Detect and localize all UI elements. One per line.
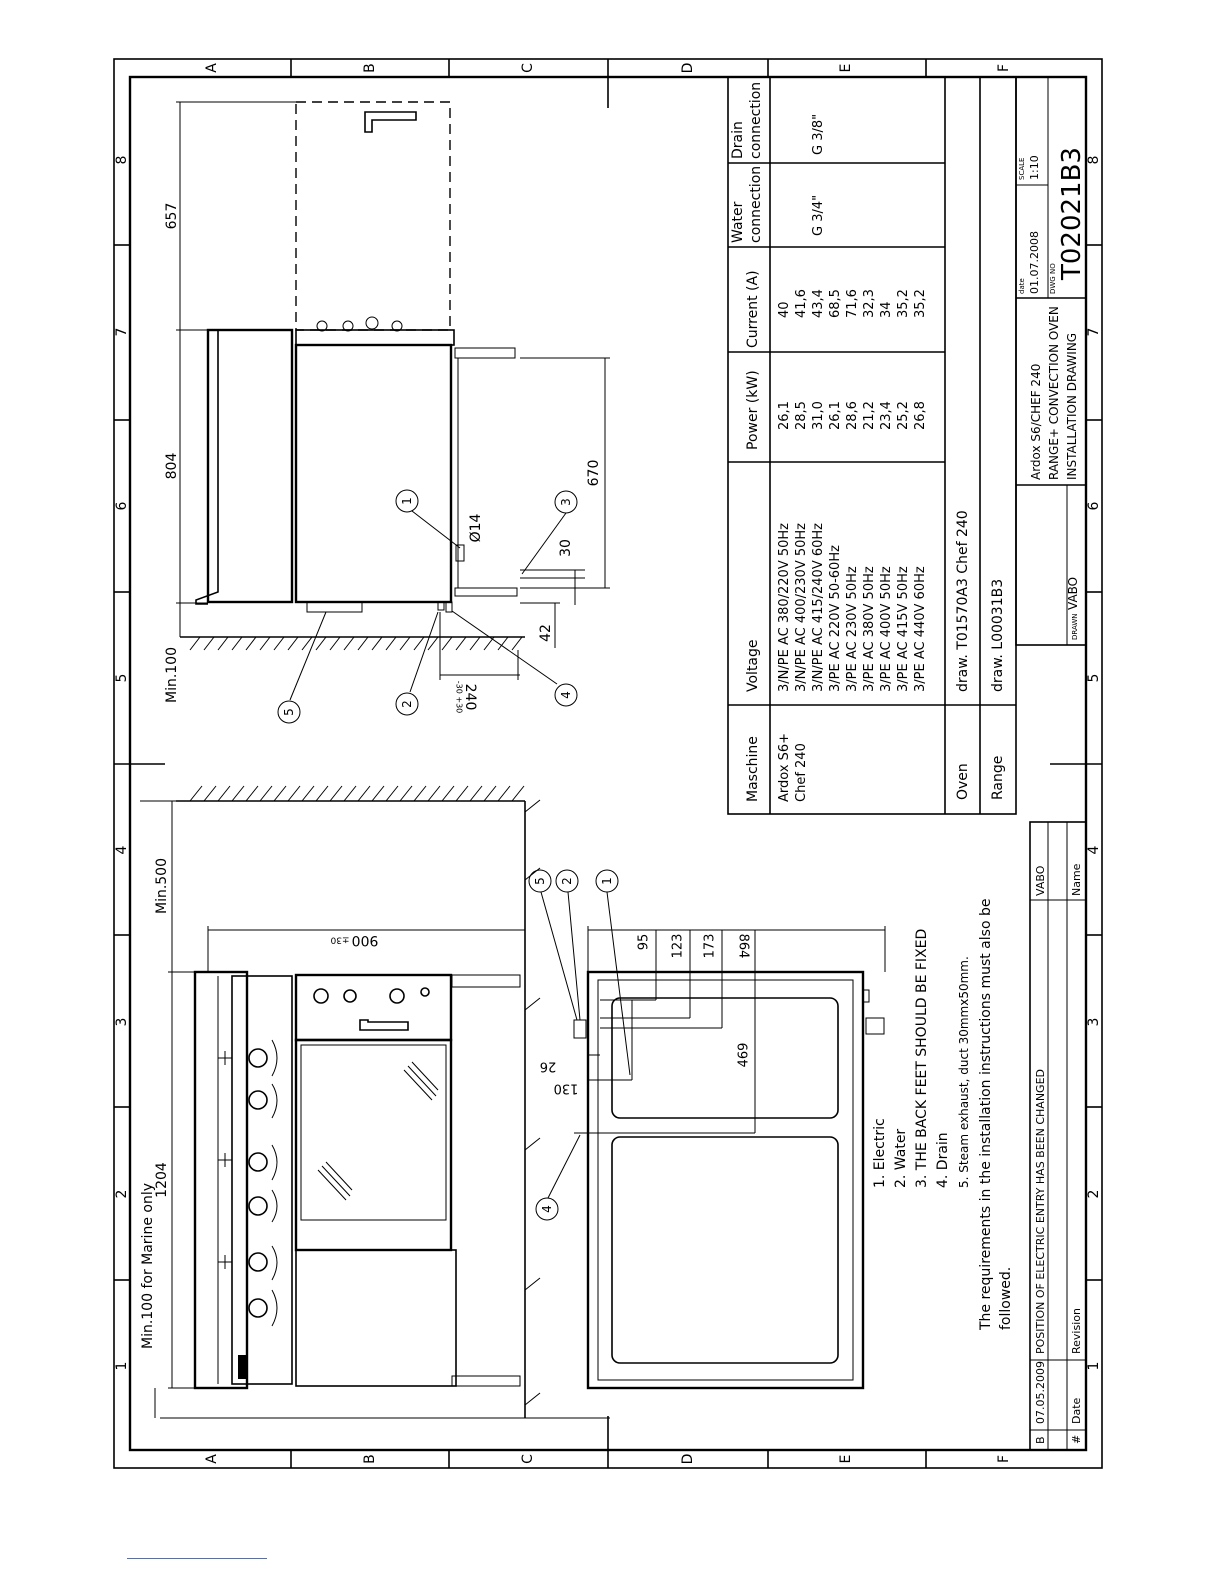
dwg-number: T02021B3 [1057, 147, 1087, 280]
side-oven-top-controls [296, 330, 454, 345]
spec-table [728, 77, 1016, 814]
table-range-drawing: draw. L00031B3 [990, 578, 1006, 692]
revision-header-revision: Revision [1070, 1308, 1083, 1354]
table-range-label: Range [990, 755, 1006, 800]
drawn-label: DRAWN [1071, 613, 1079, 640]
grid-letter-top-e: E [838, 63, 854, 73]
table-machine-line-1: Ardox S6+ [777, 732, 792, 802]
grid-number-left-1: 1 [114, 1361, 130, 1371]
table-drain-value: G 3/8" [811, 113, 826, 155]
grid-number-right-5: 5 [1086, 673, 1102, 683]
revision-text: POSITION OF ELECTRIC ENTRY HAS BEEN CHANGED [1034, 1069, 1047, 1354]
legend-item-3: 3. THE BACK FEET SHOULD BE FIXED [914, 928, 930, 1188]
legend-item-5: 5. Steam exhaust, duct 30mmx50mm. [957, 956, 971, 1188]
grid-number-right-8: 8 [1086, 155, 1102, 165]
callout-top-4: 4 [540, 1205, 554, 1213]
grid-number-left-6: 6 [114, 501, 130, 511]
callout-side-1: 1 [400, 497, 414, 505]
table-current-2: 41,6 [794, 289, 809, 318]
grid-letter-bottom-d: D [680, 1453, 696, 1465]
dim-42: 42 [538, 624, 554, 642]
grid-letter-top-b: B [362, 63, 378, 73]
grid-letter-bottom-c: C [520, 1454, 536, 1464]
revision-block [1030, 822, 1086, 1450]
table-power-9: 26,8 [913, 401, 928, 430]
legend-item-1: 1. Electric [872, 1118, 888, 1188]
table-power-3: 31,0 [811, 401, 826, 430]
title-date: 01.07.2008 [1028, 231, 1041, 294]
grid-letter-top-a: A [204, 63, 220, 73]
table-header-water: Water connection [730, 165, 764, 243]
revision-header-number: # [1070, 1434, 1083, 1444]
table-voltage-5: 3/PE AC 230V 50Hz [845, 566, 860, 692]
table-header-machine: Maschine [745, 736, 761, 802]
callout-top-1: 1 [600, 877, 614, 885]
front-range-body [195, 972, 247, 1388]
table-current-3: 43,4 [811, 289, 826, 318]
dim-26: 26 [539, 1058, 557, 1074]
table-voltage-1: 3/N/PE AC 380/220V 50Hz [777, 523, 792, 692]
table-voltage-4: 3/PE AC 220V 50-60Hz [828, 545, 843, 692]
dim-670: 670 [586, 459, 602, 487]
front-range-knobs [249, 1049, 267, 1317]
grid-number-right-6: 6 [1086, 501, 1102, 511]
dim-130: 130 [553, 1080, 579, 1096]
side-range-body [208, 330, 292, 602]
grid-number-right-3: 3 [1086, 1017, 1102, 1027]
grid-number-right-7: 7 [1086, 327, 1102, 337]
top-oven-outline [588, 972, 863, 1388]
side-wall-hatch [190, 637, 522, 650]
title-line-1: Ardox S6/CHEF 240 [1029, 363, 1043, 480]
callout-top-2: 2 [560, 877, 574, 885]
table-header-power: Power (kW) [745, 370, 761, 450]
table-current-1: 40 [777, 301, 792, 318]
table-oven-drawing: draw. T01570A3 Chef 240 [955, 510, 971, 692]
table-power-2: 28,5 [794, 401, 809, 430]
side-top-pipe [455, 348, 515, 358]
front-oven-window [301, 1045, 446, 1220]
title-scale: 1:10 [1028, 155, 1041, 180]
title-block [1016, 77, 1087, 645]
grid-letter-bottom-b: B [362, 1454, 378, 1464]
grid-letter-top-c: C [520, 63, 536, 73]
dim-900: 900 [351, 932, 379, 948]
grid-number-left-3: 3 [114, 1017, 130, 1027]
dim-1204: 1204 [154, 1162, 170, 1198]
front-range-logo [238, 1355, 248, 1379]
side-door-handle [365, 112, 416, 132]
dim-min100: Min.100 [164, 646, 180, 704]
table-power-7: 23,4 [879, 401, 894, 430]
title-line-3: INSTALLATION DRAWING [1065, 332, 1079, 480]
grid-number-left-2: 2 [114, 1189, 130, 1199]
dim-95: 95 [636, 933, 652, 951]
side-bottom-pipe [455, 588, 517, 596]
revision-header-name: Name [1070, 863, 1083, 896]
grid-letter-top-d: D [680, 62, 696, 74]
dim-240-tolerance: -30 +30 [454, 680, 464, 714]
table-voltage-8: 3/PE AC 415V 50Hz [896, 566, 911, 692]
scale-label: SCALE [1018, 157, 1026, 180]
callout-top-5: 5 [533, 877, 547, 885]
inner-frame [130, 77, 1086, 1450]
table-current-8: 35,2 [896, 289, 911, 318]
top-oven-inner [598, 980, 853, 1380]
grid-number-left-5: 5 [114, 673, 130, 683]
table-voltage-6: 3/PE AC 380V 50Hz [862, 566, 877, 692]
top-hob-zone-2 [612, 1137, 838, 1363]
table-voltage-3: 3/N/PE AC 415/240V 60Hz [811, 523, 826, 692]
drawn-by: VABO [1066, 576, 1080, 610]
date-label: date [1018, 278, 1026, 294]
table-voltage-2: 3/N/PE AC 400/230V 50Hz [794, 523, 809, 692]
table-oven-label: Oven [955, 763, 971, 800]
front-wall-hatch [190, 786, 540, 1405]
table-voltage-9: 3/PE AC 440V 60Hz [913, 566, 928, 692]
revision-name: VABO [1034, 865, 1047, 896]
table-header-current: Current (A) [745, 270, 761, 348]
dim-864: 864 [735, 933, 751, 959]
top-view [529, 870, 885, 1388]
dim-123: 123 [670, 933, 686, 959]
legend [872, 929, 971, 1188]
table-current-4: 68,5 [828, 289, 843, 318]
side-oven-door-open [296, 102, 450, 330]
zone-ticks [114, 59, 1102, 1468]
callout-side-5: 5 [282, 708, 296, 716]
requirements-line-1: The requirements in the installation instructions must also be [978, 898, 994, 1330]
dim-804: 804 [164, 452, 180, 480]
front-oven-stand [296, 1250, 456, 1386]
callout-side-2: 2 [400, 700, 414, 708]
table-header-drain: Drain connection [730, 81, 764, 159]
table-power-5: 28,6 [845, 401, 860, 430]
table-current-5: 71,6 [845, 289, 860, 318]
grid-letter-bottom-a: A [204, 1454, 220, 1464]
table-power-4: 26,1 [828, 401, 843, 430]
revision-date: 07.05.2009 [1034, 1361, 1047, 1424]
grid-number-right-1: 1 [1086, 1361, 1102, 1371]
table-current-7: 34 [879, 301, 894, 318]
grid-number-right-2: 2 [1086, 1189, 1102, 1199]
grid-letter-bottom-f: F [996, 1454, 1012, 1464]
title-line-2: RANGE+ CONVECTION OVEN [1047, 306, 1061, 480]
top-hob-zone-1 [612, 998, 838, 1118]
revision-letter: B [1034, 1436, 1047, 1444]
footer-link-underline [127, 1558, 267, 1559]
outer-frame [114, 59, 1102, 1468]
dim-30: 30 [558, 539, 574, 557]
front-oven-door [296, 1040, 451, 1250]
dim-phi14: Ø14 [468, 513, 484, 543]
table-power-8: 25,2 [896, 401, 911, 430]
side-view [164, 102, 610, 723]
grid-letter-bottom-e: E [838, 1454, 854, 1464]
table-voltage-7: 3/PE AC 400V 50Hz [879, 566, 894, 692]
table-power-1: 26,1 [777, 401, 792, 430]
dim-469: 469 [736, 1042, 752, 1068]
dim-240: 240 [462, 683, 478, 711]
grid-letter-top-f: F [996, 63, 1012, 73]
table-machine-line-2: Chef 240 [794, 743, 809, 802]
dim-173: 173 [702, 933, 718, 959]
dwg-no-label: DWG NO [1049, 263, 1057, 294]
dim-marine: Min.100 for Marine only [140, 1182, 156, 1350]
callout-side-4: 4 [559, 691, 573, 699]
dim-900-tolerance: ±30 [330, 934, 350, 945]
grid-number-right-4: 4 [1086, 845, 1102, 855]
dim-657: 657 [164, 202, 180, 230]
grid-number-left-8: 8 [114, 155, 130, 165]
side-oven-body [296, 345, 451, 602]
grid-number-left-7: 7 [114, 327, 130, 337]
table-water-value: G 3/4" [811, 194, 826, 236]
table-current-6: 32,3 [862, 289, 877, 318]
legend-item-4: 4. Drain [935, 1132, 951, 1188]
front-range-panel [232, 976, 292, 1384]
revision-header-date: Date [1070, 1397, 1083, 1424]
callout-side-3: 3 [559, 498, 573, 506]
front-oven-handle [360, 1020, 408, 1030]
legend-item-2: 2. Water [893, 1128, 909, 1188]
dim-min500: Min.500 [154, 857, 170, 915]
grid-number-left-4: 4 [114, 845, 130, 855]
table-header-voltage: Voltage [745, 639, 761, 692]
table-power-6: 21,2 [862, 401, 877, 430]
requirements-line-2: followed. [998, 1266, 1014, 1330]
side-steam-exhaust [307, 602, 362, 612]
table-current-9: 35,2 [913, 289, 928, 318]
